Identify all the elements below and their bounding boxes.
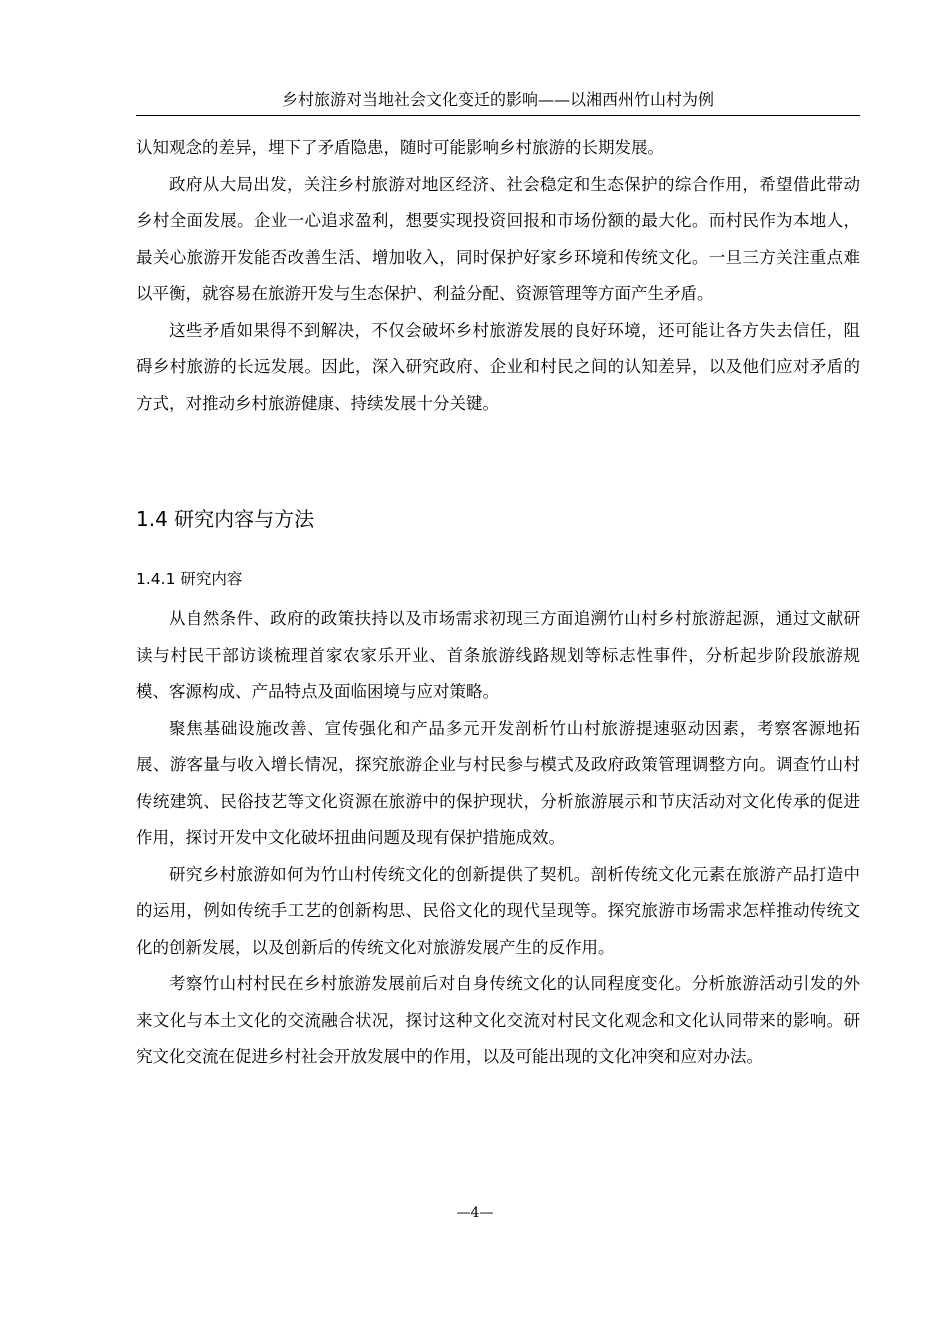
paragraph: 研究乡村旅游如何为竹山村传统文化的创新提供了契机。剖析传统文化元素在旅游产品打造中的运用，例如传统手工艺的创新构思、民俗文化的现代呈现等。探究旅游市场需求怎样推动传统文化的创新发展，以及创新后的传统文化对旅游发展产生的反作用。 [136,864,860,957]
paragraph: 这些矛盾如果得不到解决，不仅会破坏乡村旅游发展的良好环境，还可能让各方失去信任，阻碍乡村旅游的长远发展。因此，深入研究政府、企业和村民之间的认知差异，以及他们应对矛盾的方式，对推动乡村旅游健康、持续发展十分关键。 [136,320,860,413]
paragraph-continued: 认知观念的差异，埋下了矛盾隐患，随时可能影响乡村旅游的长期发展。 [136,138,664,157]
subsection-heading-1-4-1: 1.4.1 研究内容 [136,570,243,588]
section-heading-1-4: 1.4 研究内容与方法 [136,507,315,531]
page-number: —4— [456,1205,494,1221]
body-section-top [136,130,860,422]
paragraph: 聚焦基础设施改善、宣传强化和产品多元开发剖析竹山村旅游提速驱动因素，考察客源地拓展、游客量与收入增长情况，探究旅游企业与村民参与模式及政府政策管理调整方向。调查竹山村传统建筑、民俗技艺等文化资源在旅游中的保护现状，分析旅游展示和节庆活动对文化传承的促进作用，探讨开发中文化破坏扭曲问题及现有保护措施成效。 [136,718,860,847]
body-section-1-4-1 [136,601,860,1076]
paragraph: 从自然条件、政府的政策扶持以及市场需求初现三方面追溯竹山村乡村旅游起源，通过文献研读与村民干部访谈梳理首家农家乐开业、首条旅游线路规划等标志性事件，分析起步阶段旅游规模、客源构成、产品特点及面临困境与应对策略。 [136,609,860,701]
paragraph: 考察竹山村村民在乡村旅游发展前后对自身传统文化的认同程度变化。分析旅游活动引发的外来文化与本土文化的交流融合状况，探讨这种文化交流对村民文化观念和文化认同带来的影响。研究文化交流在促进乡村社会开放发展中的作用，以及可能出现的文化冲突和应对办法。 [136,974,860,1066]
running-header: 乡村旅游对当地社会文化变迁的影响——以湘西州竹山村为例 [136,85,860,116]
paragraph: 政府从大局出发，关注乡村旅游对地区经济、社会稳定和生态保护的综合作用，希望借此带动乡村全面发展。企业一心追求盈利，想要实现投资回报和市场份额的最大化。而村民作为本地人，最关心旅游开发能否改善生活、增加收入，同时保护好家乡环境和传统文化。一旦三方关注重点难以平衡，就容易在旅游开发与生态保护、利益分配、资源管理等方面产生矛盾。 [136,174,860,303]
